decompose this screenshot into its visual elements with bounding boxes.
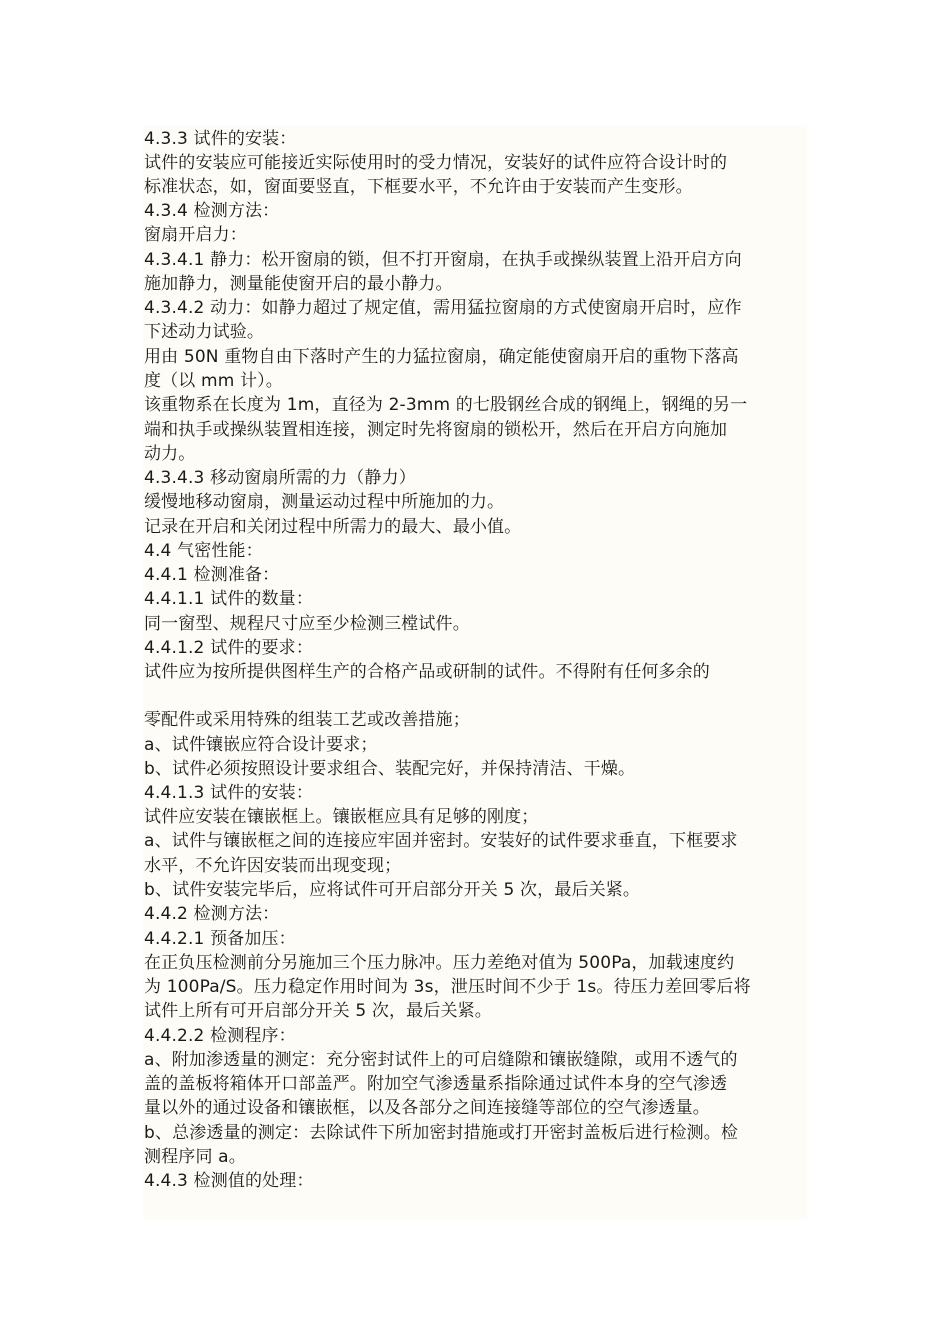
text-line: 试件应安装在镶嵌框上。镶嵌框应具有足够的刚度；	[144, 807, 539, 827]
text-line: 动力。	[144, 444, 196, 464]
text-line: 试件上所有可开启部分开关 5 次，最后关紧。	[144, 1001, 492, 1021]
text-line: 标准状态，如，窗面要竖直，下框要水平，不允许由于安装而产生变形。	[144, 177, 693, 197]
text-line: 在正负压检测前分另施加三个压力脉冲。压力差绝对值为 500Pa，加载速度约	[144, 953, 735, 973]
text-line: b、总渗透量的测定：去除试件下所加密封措施或打开密封盖板后进行检测。检	[144, 1123, 739, 1143]
text-line: 4.3.4.3 移动窗扇所需的力（静力）	[144, 468, 416, 488]
text-line: 4.4.3 检测值的处理：	[144, 1171, 314, 1191]
text-line: 测程序同 a。	[144, 1147, 246, 1167]
text-line: 水平，不允许因安装而出现变现；	[144, 856, 402, 876]
text-line: 试件应为按所提供图样生产的合格产品或研制的试件。不得附有任何多余的	[144, 662, 710, 682]
text-line: b、试件必须按照设计要求组合、装配完好，并保持清洁、干燥。	[144, 759, 636, 779]
text-line: 窗扇开启力：	[144, 225, 247, 245]
text-line: 4.3.4.2 动力：如静力超过了规定值，需用猛拉窗扇的方式使窗扇开启时，应作	[144, 298, 742, 318]
text-line: 施加静力，测量能使窗开启的最小静力。	[144, 274, 453, 294]
text-line: 4.4 气密性能：	[144, 541, 263, 561]
document-body	[143, 125, 807, 1220]
text-line: 端和执手或操纵装置相连接，测定时先将窗扇的锁松开，然后在开启方向施加	[144, 420, 728, 440]
text-line: 量以外的通过设备和镶嵌框，以及各部分之间连接缝等部位的空气渗透量。	[144, 1098, 710, 1118]
text-line: 缓慢地移动窗扇，测量运动过程中所施加的力。	[144, 492, 505, 512]
text-line: 4.3.4 检测方法：	[144, 201, 280, 221]
text-line: 4.4.1.3 试件的安装：	[144, 783, 313, 803]
text-line: a、试件镶嵌应符合设计要求；	[144, 735, 378, 755]
text-line: 零配件或采用特殊的组装工艺或改善措施；	[144, 710, 470, 730]
text-line: 用由 50N 重物自由下落时产生的力猛拉窗扇，确定能使窗扇开启的重物下落高	[144, 347, 739, 367]
text-line: 4.4.2.1 预备加压：	[144, 929, 296, 949]
text-line: 度（以 mm 计）。	[144, 371, 283, 391]
text-line: 该重物系在长度为 1m，直径为 2-3mm 的七股钢丝合成的钢绳上，钢绳的另一	[144, 395, 748, 415]
text-line: a、附加渗透量的测定：充分密封试件上的可启缝隙和镶嵌缝隙，或用不透气的	[144, 1050, 738, 1070]
text-line: a、试件与镶嵌框之间的连接应牢固并密封。安装好的试件要求垂直，下框要求	[144, 831, 738, 851]
text-line: b、试件安装完毕后，应将试件可开启部分开关 5 次，最后关紧。	[144, 880, 641, 900]
text-line: 4.4.2 检测方法：	[144, 904, 280, 924]
text-line: 下述动力试验。	[144, 322, 265, 342]
text-line: 4.4.1 检测准备：	[144, 565, 280, 585]
text-line: 4.4.1.1 试件的数量：	[144, 589, 313, 609]
text-line: 4.4.2.2 检测程序：	[144, 1026, 296, 1046]
text-line: 4.3.4.1 静力：松开窗扇的锁，但不打开窗扇，在执手或操纵装置上沿开启方向	[144, 250, 742, 270]
text-line: 4.4.1.2 试件的要求：	[144, 638, 313, 658]
text-line: 记录在开启和关闭过程中所需力的最大、最小值。	[144, 517, 522, 537]
text-line: 试件的安装应可能接近实际使用时的受力情况，安装好的试件应符合设计时的	[144, 153, 728, 173]
text-line: 4.3.3 试件的安装：	[144, 129, 297, 149]
text-line: 盖的盖板将箱体开口部盖严。附加空气渗透量系指除通过试件本身的空气渗透	[144, 1074, 728, 1094]
text-line: 同一窗型、规程尺寸应至少检测三樘试件。	[144, 614, 470, 634]
text-line: 为 100Pa/S。压力稳定作用时间为 3s，泄压时间不少于 1s。待压力差回零后将	[144, 977, 751, 997]
